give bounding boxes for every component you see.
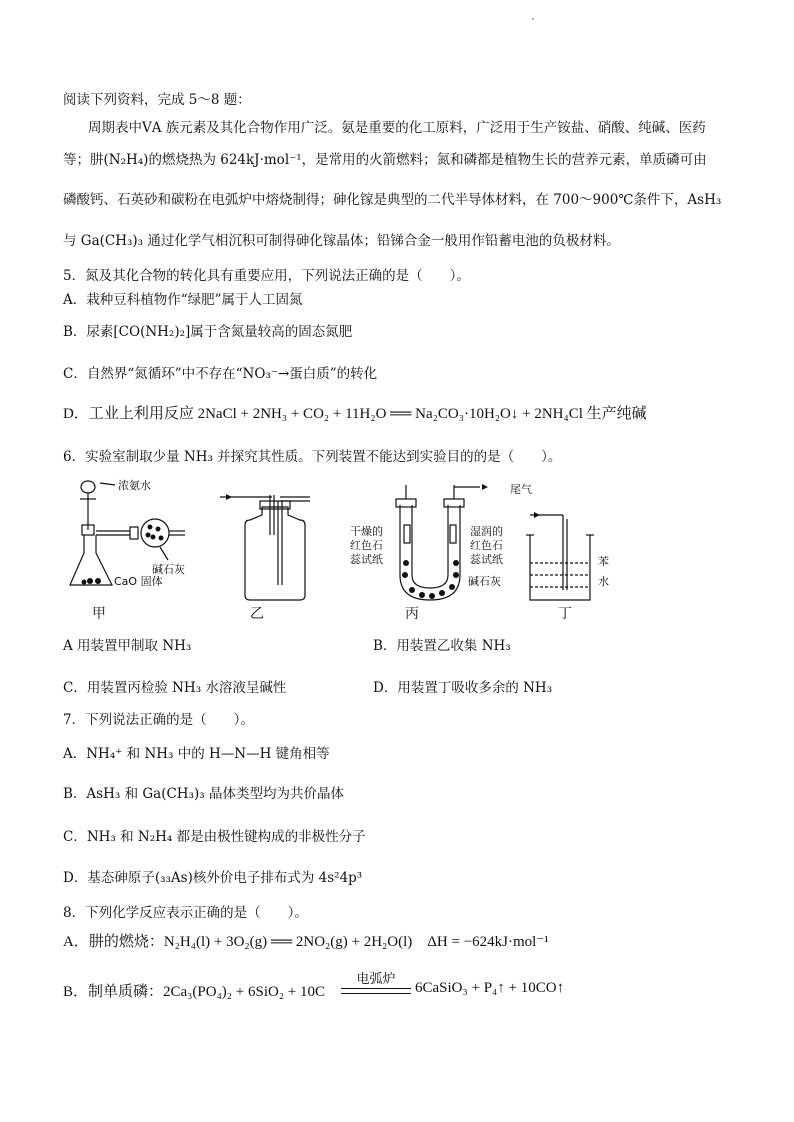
q8-stem: 8．下列化学反应表示正确的是（ ）。 [63, 905, 308, 921]
bing-right-label-2: 红色石 [470, 539, 503, 552]
jia-text-ammonia-water: 浓氨水 [118, 479, 151, 492]
apparatus-label-ding: 丁 [558, 606, 572, 622]
ding-benzene-label: 苯 [598, 555, 609, 568]
intro-paragraph-line-2: 等；肼(N₂H₄)的燃烧热为 624kJ·mol⁻¹，是常用的火箭燃料；氮和磷都是植物生长的营养元素，单质磷可由 [63, 152, 707, 168]
q6-option-b: B．用装置乙收集 NH₃ [373, 638, 511, 654]
bing-right-label-3: 蕊试纸 [470, 553, 503, 566]
q6-apparatus-figure [60, 475, 620, 625]
apparatus-drawing [60, 475, 620, 625]
bing-left-label-1: 干燥的 [350, 525, 383, 538]
q5-option-b: B．尿素[CO(NH₂)₂]属于含氮量较高的固态氮肥 [63, 324, 353, 340]
q5-option-c: C．自然界“氮循环”中不存在“NO₃⁻→蛋白质”的转化 [63, 366, 378, 382]
q6-option-d: D．用装置丁吸收多余的 NH₃ [373, 680, 553, 696]
apparatus-label-bing: 丙 [405, 606, 419, 622]
jia-text-cao: CaO 固体 [114, 575, 163, 588]
q7-option-a: A．NH₄⁺ 和 NH₃ 中的 H—N—H 键角相等 [63, 746, 330, 762]
q8-option-b-condition: 电弧炉 [356, 972, 396, 987]
intro-paragraph-line-1: 周期表中ⅤA 族元素及其化合物作用广泛。氨是重要的化工原料，广泛用于生产铵盐、硝酸、纯碱、医药 [88, 120, 706, 136]
q5-option-d: D．工业上利用反应 2NaCl + 2NH₃ + CO₂ + 11H₂O ══ Na₂CO₃·10H₂O↓ + 2NH₄Cl 生产纯碱 [63, 406, 647, 422]
bing-left-label-2: 红色石 [350, 539, 383, 552]
ding-water-label: 水 [598, 575, 609, 588]
jia-text-soda-lime: 碱石灰 [152, 563, 185, 576]
bing-right-label-1: 湿润的 [470, 525, 503, 538]
q5-stem: 5．氮及其化合物的转化具有重要应用，下列说法正确的是（ ）。 [63, 268, 470, 284]
bing-left-label-3: 蕊试纸 [350, 553, 383, 566]
apparatus-label-jia: 甲 [92, 606, 106, 622]
bing-bottom-label: 碱石灰 [468, 575, 501, 588]
intro-paragraph-line-3: 磷酸钙、石英砂和碳粉在电弧炉中熔烧制得；砷化镓是典型的二代半导体材料，在 700～900℃条件下，AsH₃ [63, 192, 722, 208]
q6-option-c: C．用装置丙检验 NH₃ 水溶液呈碱性 [63, 680, 287, 696]
q7-option-d: D．基态砷原子(₃₃As)核外价电子排布式为 4s²4p³ [63, 870, 363, 886]
q7-option-b: B．AsH₃ 和 Ga(CH₃)₃ 晶体类型均为共价晶体 [63, 786, 344, 802]
intro-heading: 阅读下列资料，完成 5～8 题： [63, 92, 251, 108]
q5-option-a: A．栽种豆科植物作“绿肥”属于人工固氮 [63, 292, 303, 308]
q8-option-a: A．肼的燃烧：N₂H₄(l) + 3O₂(g) ══ 2NO₂(g) + 2H₂O(l) ΔH = −624kJ·mol⁻¹ [63, 934, 549, 950]
scan-dot [532, 18, 534, 20]
q6-option-a: A 用装置甲制取 NH₃ [63, 638, 192, 654]
ding-gas-label: 尾气 [510, 483, 532, 496]
q8-option-b-reactants: B．制单质磷：2Ca₃(PO₄)₂ + 6SiO₂ + 10C [63, 984, 326, 1000]
intro-paragraph-line-4: 与 Ga(CH₃)₃ 通过化学气相沉积可制得砷化镓晶体；铅锑合金一般用作铅蓄电池的负极材料。 [63, 233, 620, 249]
q6-stem: 6．实验室制取少量 NH₃ 并探究其性质。下列装置不能达到实验目的的是（ ）。 [63, 449, 562, 465]
apparatus-label-yi: 乙 [250, 606, 264, 622]
q8-option-b-equals-line [341, 988, 411, 994]
q7-option-c: C．NH₃ 和 N₂H₄ 都是由极性键构成的非极性分子 [63, 829, 366, 845]
q8-option-b-products: 6CaSiO₃ + P₄↑ + 10CO↑ [415, 980, 565, 996]
q7-stem: 7．下列说法正确的是（ ）。 [63, 712, 254, 728]
q8-option-b [63, 968, 763, 1008]
